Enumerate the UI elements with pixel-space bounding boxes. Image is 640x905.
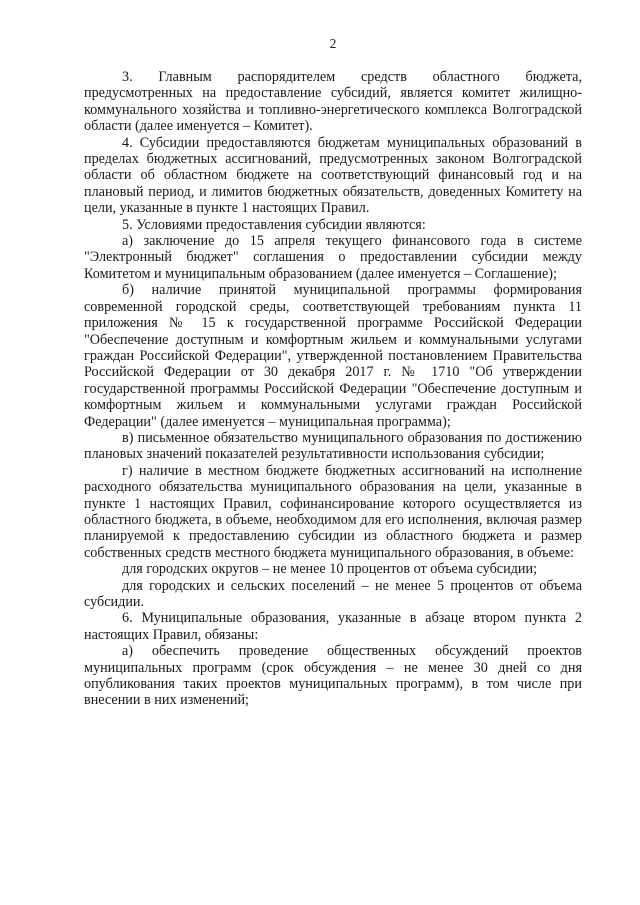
- paragraph-6a-public-discussions: а) обеспечить проведение общественных обсуждений проектов муниципальных программ (срок обсуждения – не менее 30 дней со дня опубликования таких проектов муниципальных программ), в том числе при внесении в них изменений;: [84, 643, 582, 709]
- paragraph-settlements-share: для городских и сельских поселений – не менее 5 процентов от объема субсидии.: [84, 577, 582, 610]
- paragraph-5b-municipal-program: б) наличие принятой муниципальной программы формирования современной городской среды, соответствующей требованиям пункта 11 приложения № 15 к государственной программе Российской Федерации "Обеспечение доступным и комфортным жильем и коммунальными услугами граждан Российской Федерации", утвержденной постановлением Правительства Российской Федерации от 30 декабря 2017 г. № 1710 "Об утверждении государственной программы Российской Федерации "Обеспечение доступным и комфортным жильем и коммунальными услугами граждан Российской Федерации" (далее именуется – муниципальная программа);: [84, 282, 582, 430]
- page-number: 2: [329, 36, 337, 51]
- paragraph-3-chief-administrator: 3. Главным распорядителем средств областного бюджета, предусмотренных на предоставление субсидий, является комитет жилищно-коммунального хозяйства и топливно-энергетического комплекса Волгоградской области (далее именуется – Комитет).: [84, 69, 582, 135]
- paragraph-5g-budget-allocations: г) наличие в местном бюджете бюджетных ассигнований на исполнение расходного обязательства муниципального образования на цели, указанные в пункте 1 настоящих Правил, софинансирование которого осуществляется из областного бюджета, в объеме, необходимом для его исполнения, включая размер планируемой к предоставлению субсидии из областного бюджета и размер собственных средств местного бюджета муниципального образования, в объеме:: [84, 462, 582, 561]
- paragraph-5a-agreement: а) заключение до 15 апреля текущего финансового года в системе "Электронный бюджет" соглашения о предоставлении субсидии между Комитетом и муниципальным образованием (далее именуется – Соглашение);: [84, 233, 582, 282]
- paragraph-5-conditions-heading: 5. Условиями предоставления субсидии являются:: [122, 216, 426, 233]
- paragraph-urban-districts-share: для городских округов – не менее 10 процентов от объема субсидии;: [122, 561, 538, 578]
- document-body: [84, 69, 582, 709]
- paragraph-4-subsidy-provision: 4. Субсидии предоставляются бюджетам муниципальных образований в пределах бюджетных ассигнований, предусмотренных законом Волгоградской области об областном бюджете на соответствующий финансовый год и на плановый период, и лимитов бюджетных обязательств, доведенных Комитету на цели, указанные в пункте 1 настоящих Правил.: [84, 134, 582, 217]
- paragraph-5v-written-obligation: в) письменное обязательство муниципального образования по достижению плановых значений показателей результативности использования субсидии;: [84, 429, 582, 463]
- paragraph-6-obligations-heading: 6. Муниципальные образования, указанные в абзаце втором пункта 2 настоящих Правил, обязаны:: [84, 610, 582, 643]
